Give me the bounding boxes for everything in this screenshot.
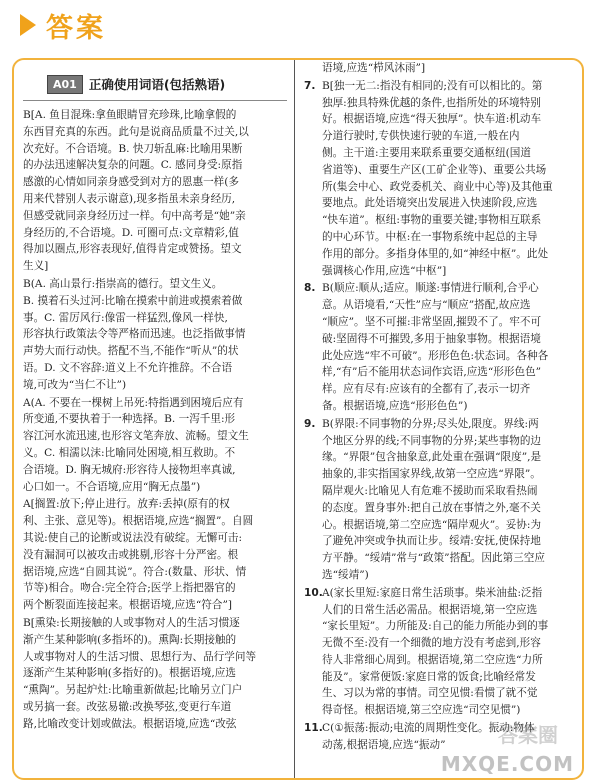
answer-line: 所变通,不要执着于一种选择。B. 一泻千里:形: [23, 413, 236, 426]
answer-line: A(A. 不要在一棵树上吊死:特指遇到困境后应有: [23, 396, 244, 409]
answer-line: 两个断裂面连接起来。根据语境,应选“符合”]: [23, 599, 233, 612]
answer-text: B(界限:不同事物的分界;尽头处,限度。界线:两: [322, 417, 539, 430]
answer-text: 心。根据语境,第二空应选“隔岸观火”。妥协:为: [322, 518, 542, 531]
answer-text: 侧。主干道:主要用来联系重要交通枢纽(国道: [322, 146, 531, 159]
answer-line: [304, 162, 584, 179]
answer-line: 渐产生某种影响(多指坏的)。熏陶:长期接触的: [23, 633, 237, 646]
answer-item: [23, 107, 287, 275]
answer-line: [304, 533, 584, 550]
answer-line: [304, 314, 584, 331]
answer-text: B(顺应:顺从;适应。顺遂:事情进行顺利,合乎心: [322, 282, 539, 295]
answer-line: 或另搞一套。改弦易辙:改换琴弦,变更行车道: [23, 700, 232, 713]
answer-line: [304, 652, 584, 669]
answer-line: 东西冒充真的东西。此句是说商品质量不过关,以: [23, 125, 249, 138]
answer-line: [304, 60, 584, 77]
answer-text: 的中心环节。中枢:在一事物系统中起总的主导: [322, 230, 538, 243]
answer-line: 身经历的,不合语境。D. 可圈可点:文章精彩,值: [23, 226, 239, 239]
answer-line: 形容执行政策法令等严格而迅速。也泛指做事情: [23, 328, 246, 341]
answer-line: 逐渐产生某种影响(多指好的)。根据语境,应选: [23, 667, 236, 680]
answer-line: [304, 95, 584, 112]
answer-line: [304, 297, 584, 314]
answer-line: 容江河水流迅速,也形容文笔奔放、流畅。望文生: [23, 430, 249, 443]
answer-line: 但感受就同亲身经历过一样。句中高考是“她”亲: [23, 209, 246, 222]
answer-text: “快车道”。枢纽:事物的重要关键;事物相互联系: [322, 214, 542, 227]
answer-text: C(①振荡:振动;电流的周期性变化。振动:物体: [322, 722, 535, 735]
answer-line: [304, 128, 584, 145]
answer-line: [304, 685, 584, 702]
section-title: 正确使用词语(包括熟语): [88, 77, 226, 92]
answer-text: 能及”。家常便饭:家庭日常的饭食;比喻经常发: [322, 670, 536, 683]
answer-text: 选“绥靖”): [322, 568, 369, 581]
answer-line: 路,比喻改变计划或做法。根据语境,应选“改弦: [23, 717, 237, 730]
answer-line: [304, 195, 584, 212]
answer-text: 强调核心作用,应选“中枢”]: [322, 264, 447, 277]
answer-text: 省道等)、重要生产区(工矿企业等)、重要公共场: [322, 163, 547, 176]
answer-line: 事。C. 雷厉风行:像雷一样猛烈,像风一样快,: [23, 311, 228, 324]
answer-line: [304, 246, 584, 263]
answer-text: 无微不至:没有一个细微的地方没有考虑到,形容: [322, 637, 541, 650]
answer-line: [304, 280, 584, 297]
answer-text: 生、习以为常的事情。司空见惯:看惯了就不觉: [322, 687, 538, 700]
answer-text: 方平静。“绥靖”常与“政策”搭配。因此第三空应: [322, 552, 545, 565]
answer-text: B[独一无二:指没有相同的;没有可以相比的。第: [322, 79, 543, 92]
answer-text: “顺应”。坚不可摧:非常坚固,摧毁不了。牢不可: [322, 315, 542, 328]
answer-line: 用来代替别人表示谢意),现多指虽未亲身经历,: [23, 192, 236, 205]
column-divider: [294, 60, 295, 778]
answer-line: B[A. 鱼目混珠:拿鱼眼睛冒充珍珠,比喻拿假的: [23, 109, 237, 121]
answer-line: [304, 433, 584, 450]
answer-text: 待人非常细心周到。根据语境,第二空应选“力所: [322, 653, 543, 666]
answer-text: 备。根据语境,应选“形形色色”): [322, 399, 468, 412]
section-tag: A01: [47, 75, 83, 94]
answer-line: 感激的心情如同亲身感受到对方的恩惠一样(多: [23, 176, 240, 189]
page-title: 答案: [46, 13, 106, 44]
answer-line: B(A. 高山景行:指崇高的德行。望文生义。: [23, 277, 223, 290]
answer-line: “熏陶”。另起炉灶:比喻重新做起;比喻另立门户: [23, 684, 243, 697]
answer-text: 样,“有”后不能用状态词作宾语,应选“形形色色”: [322, 366, 542, 379]
answer-line: [304, 669, 584, 686]
answer-line: [304, 635, 584, 652]
answer-text: 要地点。此处语境突出发展进入快速阶段,应选: [322, 197, 538, 210]
answer-line: [304, 702, 584, 719]
answer-text: 人们的日常生活必需品。根据语境,第一空应选: [322, 603, 538, 616]
answer-line: 得加以圈点,形容表现好,值得肯定或赞扬。望文: [23, 243, 242, 256]
answer-text: 作用的部分。多指身体里的,如“神经中枢”。此处: [322, 247, 549, 260]
answer-line: [304, 567, 584, 584]
answer-item: [304, 585, 584, 719]
answer-line: 合语境。D. 胸无城府:形容待人接物坦率真诚,: [23, 463, 236, 476]
answer-text: 分道行驶时,专供快速行驶的车道,一般在内: [322, 130, 520, 143]
answer-text: 得奇怪。根据语境,第三空应选“司空见惯”): [322, 704, 521, 717]
right-column: [304, 60, 584, 776]
page-header: [0, 0, 593, 50]
answer-frame: [12, 58, 584, 780]
question-number: 11.: [304, 722, 323, 735]
answer-item: [23, 395, 287, 496]
answer-line: B. 摸着石头过河:比喻在摸索中前进或摸索着做: [23, 294, 243, 307]
answer-text: 独厚:独具特殊优越的条件,也指所处的环境特别: [322, 96, 541, 109]
answer-line: [304, 398, 584, 415]
answer-line: 次充好。不合语境。B. 快刀斩乱麻:比喻用果断: [23, 142, 243, 155]
answer-line: 利、主张、意见等)。根据语境,应选“搁置”。自圆: [23, 515, 254, 528]
answer-line: [304, 550, 584, 567]
answer-line: [304, 602, 584, 619]
answer-text: 好。根据语境,应选“得天独厚”。快车道:机动车: [322, 113, 542, 126]
answer-line: 境,可改为“当仁不让”): [23, 378, 127, 391]
answer-line: A[搁置:放下;停止进行。放弃:丢掉(原有的权: [23, 498, 230, 511]
answer-line: [304, 331, 584, 348]
answer-item: [304, 416, 584, 584]
answer-line: [304, 517, 584, 534]
question-number: 10.: [304, 586, 323, 599]
answer-line: [304, 483, 584, 500]
answer-line: [304, 618, 584, 635]
answer-line: [304, 364, 584, 381]
answer-line: [304, 466, 584, 483]
answer-line: 其说:使自己的论断或说法没有破绽。无懈可击:: [23, 531, 243, 544]
answer-text: 个地区分界的线;不同事物的分界;某些事物的边: [322, 434, 542, 447]
answer-line: [304, 416, 584, 433]
answer-text: 破:坚固得不可摧毁,多用于抽象事物。根据语境: [322, 332, 541, 345]
answer-text: 抽象的,非实指国家界线,故第一空应选“界限”。: [322, 468, 541, 481]
answer-line: [304, 212, 584, 229]
answer-item: [23, 276, 287, 394]
answer-text: “家长里短”。力所能及:自己的能力所能办到的事: [322, 620, 549, 633]
answer-line: [304, 449, 584, 466]
answer-line: 没有漏洞可以被攻击或挑剔,形容十分严密。根: [23, 548, 239, 561]
question-number: 7.: [304, 79, 316, 92]
answer-line: B[熏染:长期接触的人或事物对人的生活习惯逐: [23, 616, 240, 629]
answer-line: [304, 348, 584, 365]
left-answers: [23, 107, 287, 732]
answer-text: 缘。“界限”包含抽象意,此处重在强调“限度”,是: [322, 451, 542, 464]
answer-line: 节等)相合。吻合:完全符合;医学上指把器官的: [23, 582, 236, 595]
answer-line: 生义]: [23, 260, 49, 273]
section-header: [23, 68, 287, 101]
answer-line: [304, 145, 584, 162]
answer-line: 声势大而行动快。搭配不当,不能作“听从”的状: [23, 345, 239, 358]
answer-line: 心口如一。不合语境,应用“胸无点墨”): [23, 480, 201, 493]
question-number: 8.: [304, 282, 316, 295]
right-answers: [304, 60, 584, 754]
answer-line: [304, 229, 584, 246]
answer-text: 意。从语境看,“天性”应与“顺应”搭配,故应选: [322, 299, 531, 312]
answer-text: 语境,应选“栉风沐雨”]: [322, 62, 426, 74]
question-number: 9.: [304, 417, 316, 430]
answer-item: [304, 280, 584, 414]
answer-line: 义。C. 相濡以沫:比喻同处困境,相互救助。不: [23, 446, 236, 459]
answer-text: 了避免冲突或争执而让步。绥靖:安抚,使保持地: [322, 535, 541, 548]
answer-line: [304, 381, 584, 398]
answer-line: 人或事物对人的生活习惯、思想行为、品行学问等: [23, 650, 257, 663]
answer-line: [304, 500, 584, 517]
watermark-text: 答案圈: [498, 723, 558, 747]
arrow-icon: [20, 14, 36, 36]
answer-line: [304, 263, 584, 280]
answer-item: [23, 496, 287, 614]
answer-line: [304, 179, 584, 196]
answer-line: [304, 111, 584, 128]
answer-text: 此处应选“牢不可破”。形形色色:状态词。各种各: [322, 349, 549, 362]
answer-line: 语。D. 文不容辞:道义上不允许推辞。不合语: [23, 361, 233, 374]
answer-text: 所(集会中心、政党委机关、商业中心等)及其他重: [322, 180, 553, 193]
answer-text: A(家长里短:家庭日常生活琐事。柴米油盐:泛指: [322, 586, 543, 599]
answer-text: 隔岸观火:比喻见人有危难不援助而采取看热闹: [322, 484, 538, 497]
answer-line: 的办法迅速解决复杂的问题。C. 感同身受:原指: [23, 159, 243, 172]
answer-text: 样。应有尽有:应该有的全都有了,表示一切齐: [322, 383, 531, 396]
answer-item: [23, 615, 287, 733]
answer-line: 据语境,应选“自圆其说”。符合:(数量、形状、情: [23, 565, 247, 578]
answer-text: 动荡,根据语境,应选“振动”: [322, 738, 446, 751]
watermark-url: MXQE.COM: [440, 752, 574, 776]
answer-item: [304, 60, 584, 77]
answer-line: [304, 78, 584, 95]
answer-text: 的态度。置身事外:把自己放在事情之外,毫不关: [322, 501, 541, 514]
left-column: [23, 68, 287, 772]
answer-line: [304, 585, 584, 602]
answer-item: [304, 78, 584, 280]
